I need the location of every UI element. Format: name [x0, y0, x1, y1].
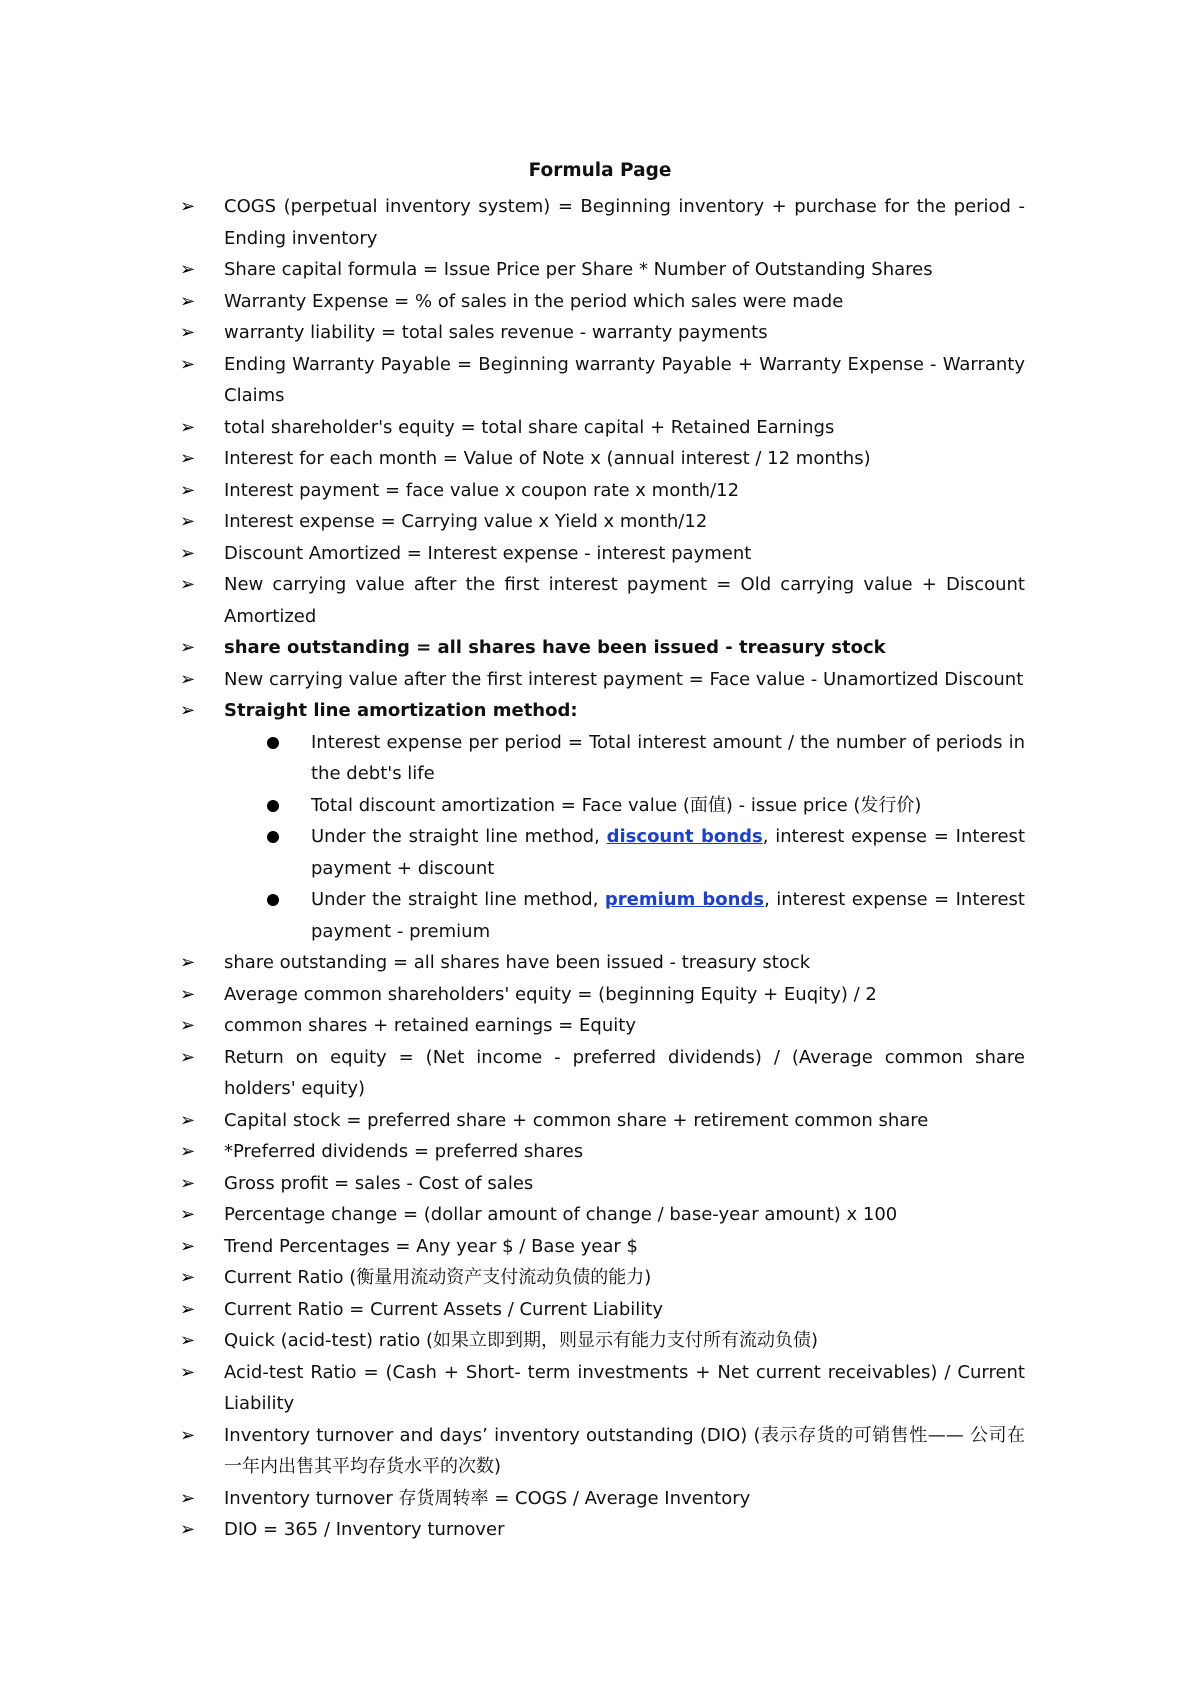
sub-list-item [180, 821, 1025, 884]
list-item [180, 412, 1025, 444]
list-item [180, 1231, 1025, 1263]
list-item-text: Discount Amortized = Interest expense - interest payment [224, 542, 752, 564]
arrow-bullet-icon: ➢ [180, 1361, 196, 1383]
arrow-bullet-icon: ➢ [180, 479, 196, 501]
list-item [180, 191, 1025, 254]
sub-list-item [180, 790, 1025, 822]
list-item-text: share outstanding = all shares have been issued - treasury stock [224, 952, 811, 973]
list-item-text: warranty liability = total sales revenue - warranty payments [224, 322, 768, 343]
list-item [180, 569, 1025, 632]
sub-list-item [180, 727, 1025, 790]
list-item [180, 1010, 1025, 1042]
list-item-text: Return on equity = (Net income - preferred dividends) / (Average common share holders' equity) [224, 1046, 1025, 1099]
list-item-text: Percentage change = (dollar amount of change / base-year amount) x 100 [224, 1204, 898, 1225]
sub-item-text: Interest expense per period = Total interest amount / the number of periods in the debt's life [311, 731, 1025, 784]
list-item [180, 1483, 1025, 1515]
arrow-bullet-icon: ➢ [180, 637, 196, 658]
bullet-dot-icon [267, 800, 279, 812]
list-item-text: total shareholder's equity = total share capital + Retained Earnings [224, 416, 835, 438]
arrow-bullet-icon: ➢ [180, 1298, 196, 1320]
arrow-bullet-icon: ➢ [180, 1015, 196, 1036]
list-item-text: Inventory turnover and days’ inventory outstanding (DIO) (表示存货的可销售性—— 公司在一年内出售其平均存货水平的次数) [224, 1424, 1025, 1477]
list-item-text: share outstanding = all shares have been issued - treasury stock [224, 637, 886, 658]
list-item-text: *Preferred dividends = preferred shares [224, 1141, 584, 1162]
sub-item-text [311, 821, 1025, 884]
list-item-text: Interest payment = face value x coupon rate x month/12 [224, 479, 740, 501]
formula-list [180, 191, 1025, 1546]
list-item-text: Warranty Expense = % of sales in the period which sales were made [224, 290, 844, 312]
list-item [180, 1325, 1025, 1357]
list-item-text: Inventory turnover 存货周转率 = COGS / Average Inventory [224, 1487, 751, 1509]
list-item [180, 443, 1025, 475]
list-item-text: Ending Warranty Payable = Beginning warranty Payable + Warranty Expense - Warranty Claims [224, 353, 1025, 406]
list-item [180, 1105, 1025, 1137]
premium-bonds-link[interactable]: premium bonds [604, 889, 765, 910]
arrow-bullet-icon: ➢ [180, 542, 196, 564]
arrow-bullet-icon: ➢ [180, 1424, 196, 1446]
arrow-bullet-icon: ➢ [180, 1487, 196, 1509]
arrow-bullet-icon: ➢ [180, 322, 196, 343]
list-item-text: Trend Percentages = Any year $ / Base year $ [224, 1235, 638, 1257]
list-item-text: Capital stock = preferred share + common share + retirement common share [224, 1109, 929, 1131]
arrow-bullet-icon: ➢ [180, 1046, 196, 1068]
list-item-text: Acid-test Ratio = (Cash + Short- term investments + Net current receivables) / Current Liability [224, 1361, 1025, 1414]
list-item-text: DIO = 365 / Inventory turnover [224, 1519, 505, 1540]
arrow-bullet-icon: ➢ [180, 416, 196, 438]
arrow-bullet-icon: ➢ [180, 448, 196, 469]
list-item-text: New carrying value after the first interest payment = Old carrying value + Discount Amortized [224, 574, 1025, 627]
list-item [180, 254, 1025, 286]
list-item [180, 475, 1025, 507]
arrow-bullet-icon: ➢ [180, 1330, 196, 1351]
arrow-bullet-icon: ➢ [180, 196, 196, 217]
sub-item-suffix: , interest expense = Interest payment - premium [311, 889, 1025, 942]
arrow-bullet-icon: ➢ [180, 1109, 196, 1131]
sub-item-text [311, 884, 1025, 947]
arrow-bullet-icon: ➢ [180, 700, 196, 721]
list-item [180, 664, 1025, 696]
list-item-text: Quick (acid-test) ratio (如果立即到期，则显示有能力支付所有流动负债) [224, 1330, 819, 1351]
page-title: Formula Page [528, 160, 672, 181]
arrow-bullet-icon: ➢ [180, 353, 196, 375]
list-item [180, 1514, 1025, 1546]
list-item [180, 1357, 1025, 1420]
bullet-dot-icon [267, 831, 279, 843]
arrow-bullet-icon: ➢ [180, 1519, 196, 1540]
list-item-text: Current Ratio = Current Assets / Current Liability [224, 1298, 664, 1320]
arrow-bullet-icon: ➢ [180, 1235, 196, 1257]
list-item-text: Gross profit = sales - Cost of sales [224, 1172, 534, 1194]
list-item-text: common shares + retained earnings = Equity [224, 1015, 636, 1036]
list-item [180, 632, 1025, 664]
sub-item-text: Total discount amortization = Face value (面值) - issue price (发行价) [311, 794, 922, 816]
arrow-bullet-icon: ➢ [180, 1267, 196, 1288]
list-item [180, 1199, 1025, 1231]
list-item-heading [180, 695, 1025, 727]
list-item-text: Average common shareholders' equity = (beginning Equity + Euqity) / 2 [224, 983, 877, 1005]
sub-item-prefix: Under the straight line method, [311, 889, 605, 910]
sub-list-item [180, 884, 1025, 947]
arrow-bullet-icon: ➢ [180, 983, 196, 1005]
bullet-dot-icon [267, 737, 279, 749]
section-heading: Straight line amortization method: [224, 700, 578, 721]
list-item-text: COGS (perpetual inventory system) = Beginning inventory + purchase for the period - Ending inventory [224, 196, 1025, 249]
list-item [180, 1136, 1025, 1168]
list-item [180, 317, 1025, 349]
list-item [180, 979, 1025, 1011]
list-item [180, 1168, 1025, 1200]
arrow-bullet-icon: ➢ [180, 290, 196, 312]
list-item-text: Interest for each month = Value of Note x (annual interest / 12 months) [224, 448, 871, 469]
arrow-bullet-icon: ➢ [180, 952, 196, 973]
sub-item-suffix: , interest expense = Interest payment + discount [311, 826, 1025, 879]
arrow-bullet-icon: ➢ [180, 668, 196, 690]
arrow-bullet-icon: ➢ [180, 259, 196, 280]
list-item [180, 1042, 1025, 1105]
list-item-text: Interest expense = Carrying value x Yield x month/12 [224, 511, 708, 532]
arrow-bullet-icon: ➢ [180, 574, 196, 595]
list-item [180, 506, 1025, 538]
list-item [180, 349, 1025, 412]
list-item [180, 286, 1025, 318]
list-item-text: New carrying value after the first interest payment = Face value - Unamortized Discount [224, 668, 1024, 690]
arrow-bullet-icon: ➢ [180, 1172, 196, 1194]
sub-item-prefix: Under the straight line method, [311, 826, 607, 847]
list-item [180, 947, 1025, 979]
list-item [180, 1262, 1025, 1294]
discount-bonds-link[interactable]: discount bonds [606, 826, 763, 847]
list-item [180, 538, 1025, 570]
arrow-bullet-icon: ➢ [180, 511, 196, 532]
arrow-bullet-icon: ➢ [180, 1204, 196, 1225]
list-item-text: Current Ratio (衡量用流动资产支付流动负债的能力) [224, 1267, 652, 1288]
bullet-dot-icon [267, 894, 279, 906]
list-item-text: Share capital formula = Issue Price per Share * Number of Outstanding Shares [224, 259, 933, 280]
list-item [180, 1294, 1025, 1326]
arrow-bullet-icon: ➢ [180, 1141, 196, 1162]
list-item [180, 1420, 1025, 1483]
